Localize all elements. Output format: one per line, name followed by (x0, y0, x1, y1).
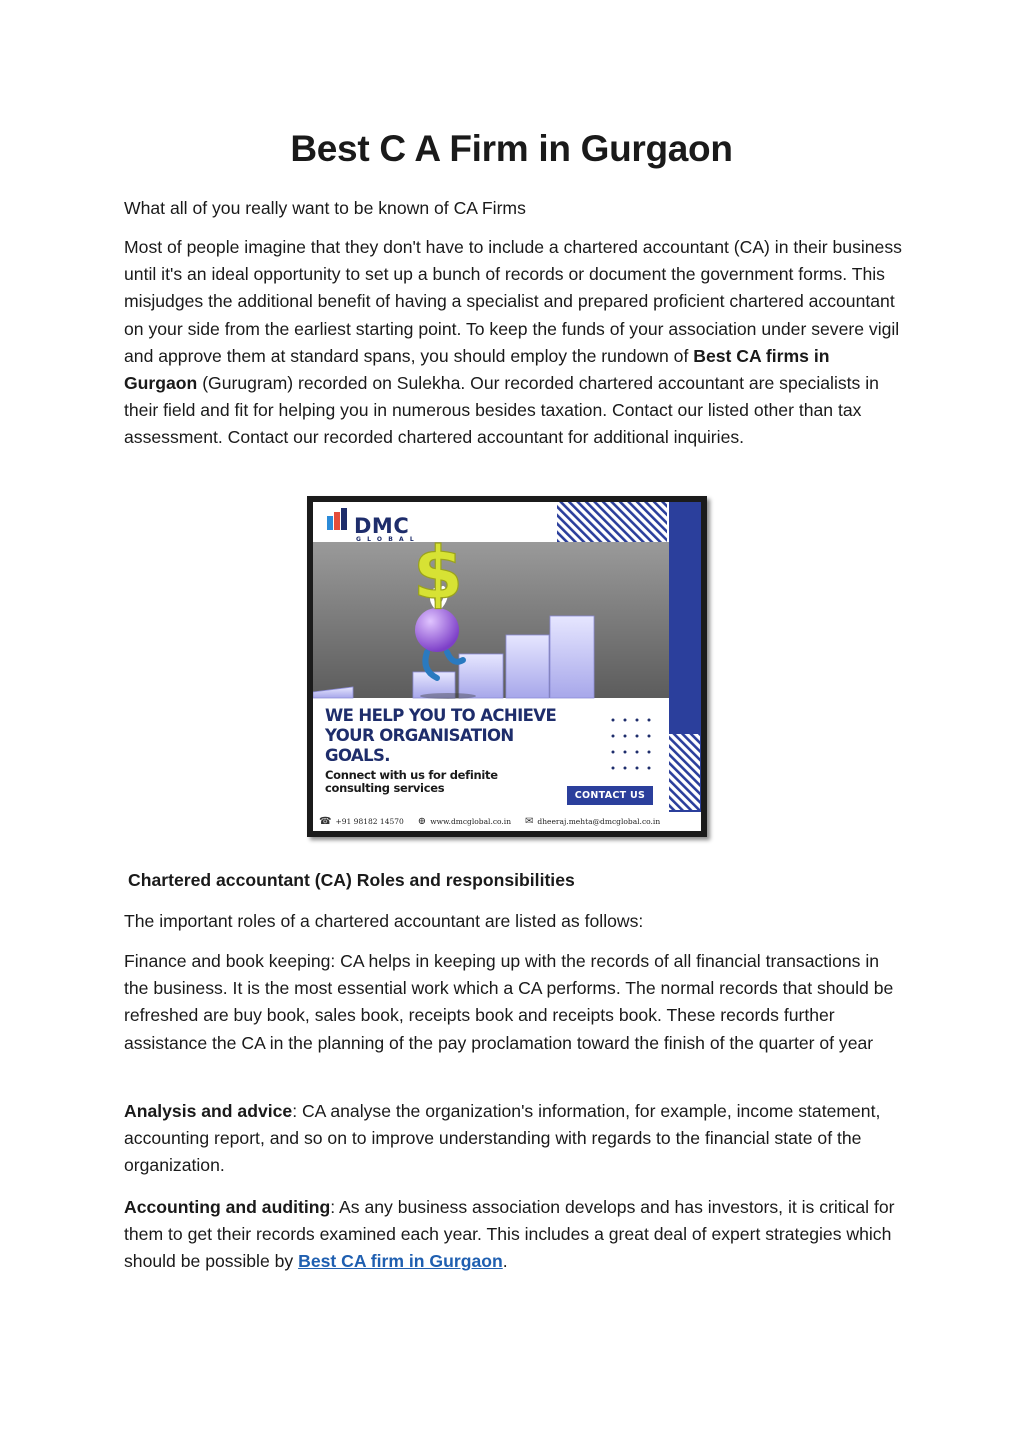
intro-paragraph: What all of you really want to be known of CA Firms (124, 198, 526, 218)
email-address: dheeraj.mehta@dmcglobal.co.in (537, 817, 661, 826)
banner-headline: WE HELP YOU TO ACHIEVE YOUR ORGANISATION GOALS. (325, 706, 557, 765)
banner-inner (313, 502, 701, 831)
banner-subline: Connect with us for definite consulting services (325, 768, 498, 795)
dmc-logo-subtitle: GLOBAL (356, 536, 420, 543)
banner-contact-bar (313, 812, 701, 831)
dmc-global-banner (307, 496, 707, 837)
best-ca-firm-link[interactable]: Best CA firm in Gurgaon (298, 1251, 503, 1272)
phone-contact (313, 816, 404, 827)
analysis-text: : CA analyse the organization's information, for example, income statement, accounting report, and so on to improve understanding with regards to the financial state of the organization. (124, 1101, 881, 1176)
paragraph-overview (124, 234, 904, 452)
roles-intro: The important roles of a chartered accountant are listed as follows: (124, 911, 644, 931)
overview-text-after: (Gurugram) recorded on Sulekha. Our recorded chartered accountant are specialists in their field and fit for helping you in numerous besides taxation. Contact our listed other than tax assessment. Contact our recorded chartered accountant for additional inquiries. (124, 373, 879, 448)
accounting-end: . (502, 1251, 508, 1272)
contact-us-button[interactable]: CONTACT US (567, 786, 653, 805)
phone-number: +91 98182 14570 (335, 817, 404, 826)
email-contact (511, 816, 660, 827)
hatch-pattern-top (557, 502, 667, 542)
section-heading: Chartered accountant (CA) Roles and responsibilities (128, 870, 575, 890)
phone-icon: ☎ (319, 816, 332, 827)
paragraph-analysis (124, 1098, 904, 1180)
paragraph-finance: Finance and book keeping: CA helps in keeping up with the records of all financial transactions in the business. It is the most essential work which a CA performs. The normal records that should be refreshed are buy book, sales book, receipts book and receipts book. These records further assistance the CA in the planning of the pay proclamation toward the finish of the quarter of year (124, 951, 894, 1053)
mail-icon: ✉ (525, 816, 534, 827)
globe-icon: ⊕ (417, 816, 427, 827)
svg-text:$: $ (413, 531, 464, 615)
dmc-logo: DMC (354, 514, 410, 538)
paragraph-accounting (124, 1194, 904, 1276)
overview-text-before: Most of people imagine that they don't have to include a chartered accountant (CA) in their business until it's an ideal opportunity to set up a bunch of records or document the government forms. This misjudges the additional benefit of having a specialist and prepared proficient chartered accountant on your side from the earliest starting point. To keep the funds of your association under severe vigil and approve them at standard spans, you should employ the rundown of (124, 237, 902, 366)
accounting-text: : As any business association develops and has investors, it is critical for them to get their records examined each year. This includes a great deal of expert strategies which should be possible by (124, 1197, 895, 1272)
website-url: www.dmcglobal.co.in (430, 817, 512, 826)
analysis-label: Analysis and advice (124, 1101, 293, 1121)
overview-bold-phrase: Best CA firms in Gurgaon (124, 345, 830, 394)
accounting-label: Accounting and auditing (124, 1197, 331, 1217)
dmc-logo-mark-icon (327, 508, 347, 530)
page-title: Best C A Firm in Gurgaon (290, 128, 733, 169)
website-contact (404, 816, 511, 827)
